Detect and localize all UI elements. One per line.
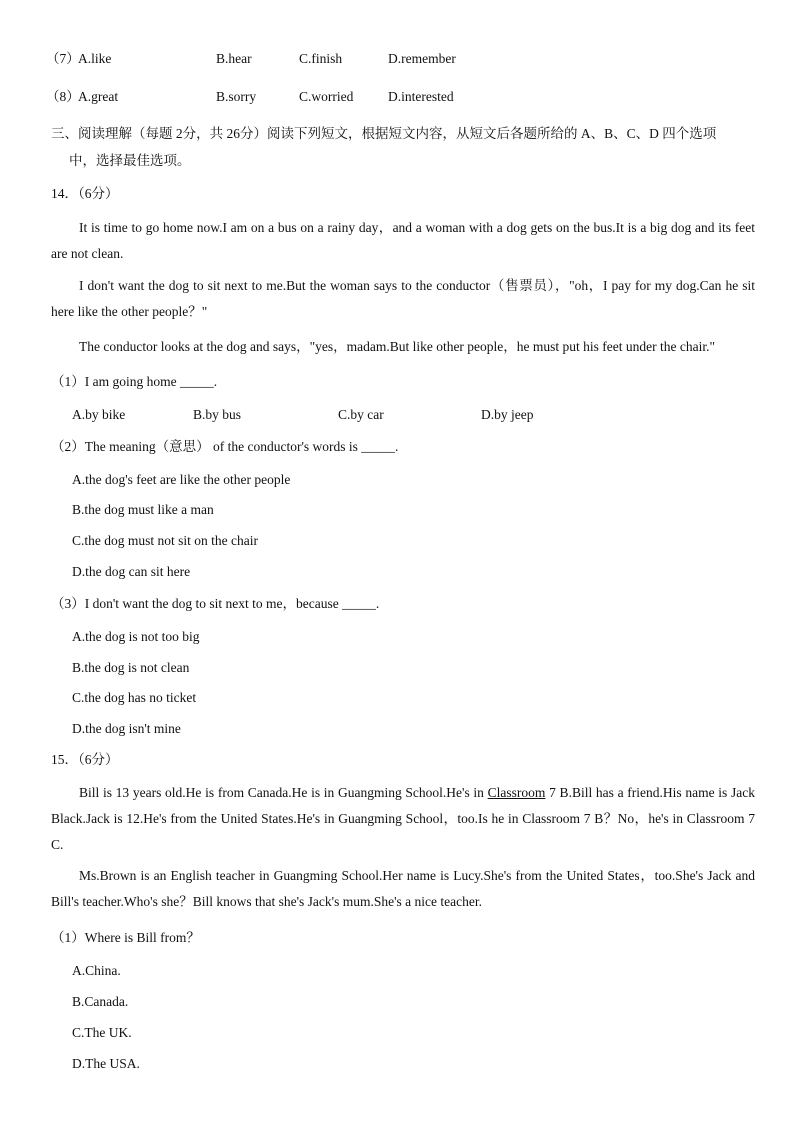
option-b: B.the dog is not clean <box>72 660 190 675</box>
option-b: B.Canada. <box>72 994 129 1009</box>
section-heading <box>51 120 755 174</box>
option-d: D.interested <box>388 89 454 104</box>
question-stem: （3）I don't want the dog to sit next to me，because _____. <box>51 596 380 611</box>
passage-paragraph: Ms.Brown is an English teacher in Guangming School.Her name is Lucy.She's from the United States，too.She's Jack and Bill's teacher.Who's she？Bill knows that she's Jack's mum.She's a nice teacher. <box>51 868 755 909</box>
option-d: D.remember <box>388 51 456 66</box>
option-b: B.the dog must like a man <box>72 502 214 517</box>
option-b: B.sorry <box>216 89 257 104</box>
question-number: （8） <box>46 89 80 104</box>
question-stem: （1）Where is Bill from？ <box>51 930 200 945</box>
option-a: A.great <box>78 89 119 104</box>
section-heading-line-2: 中，选择最佳选项。 <box>69 153 191 168</box>
option-c: C.the dog has no ticket <box>72 690 197 705</box>
passage-paragraph: It is time to go home now.I am on a bus on a rainy day，and a woman with a dog gets on the bus.It is a big dog and its feet are not clean. <box>51 220 755 261</box>
option-c: C.the dog must not sit on the chair <box>72 533 258 548</box>
option-b: B.hear <box>216 51 252 66</box>
passage-paragraph: The conductor looks at the dog and says，"yes，madam.But like other people，he must put his feet under the chair." <box>79 339 715 354</box>
section-heading-line-1: 三、阅读理解（每题 2分，共 26分）阅读下列短文，根据短文内容，从短文后各题所给的 A、B、C、D 四个选项 <box>51 126 717 141</box>
option-a: A.the dog is not too big <box>72 629 200 644</box>
option-a: A.by bike <box>72 407 126 422</box>
option-d: D.the dog isn't mine <box>72 721 181 736</box>
option-c: C.The UK. <box>72 1025 132 1040</box>
passage-paragraph <box>51 780 755 858</box>
passage-paragraph: I don't want the dog to sit next to me.But the woman says to the conductor（售票员），"oh，I pay for my dog.Can he sit here like the other people？" <box>51 278 755 319</box>
passage-text: Bill is 13 years old.He is from Canada.He is in Guangming School.He's in <box>79 785 488 800</box>
passage-text: 7 B.Bill has a friend.His name is Jack Black.Jack is 12.He's from the United States.He's in Guangming School，too.Is he in Classroom 7 B？No，he's in Classroom 7 C. <box>51 785 755 852</box>
option-a: A.China. <box>72 963 121 978</box>
option-d: D.the dog can sit here <box>72 564 191 579</box>
question-15-header: 15．（6分） <box>51 752 119 767</box>
question-stem: （1）I am going home _____. <box>51 374 218 389</box>
option-a: A.the dog's feet are like the other people <box>72 472 291 487</box>
question-stem: （2）The meaning（意思） of the conductor's words is _____. <box>51 439 399 454</box>
option-b: B.by bus <box>193 407 242 422</box>
option-d: D.by jeep <box>481 407 534 422</box>
question-14-header: 14．（6分） <box>51 186 119 201</box>
option-d: D.The USA. <box>72 1056 140 1071</box>
underlined-word: Classroom <box>487 785 546 800</box>
question-number: （7） <box>46 51 80 66</box>
option-a: A.like <box>78 51 112 66</box>
option-c: C.worried <box>299 89 354 104</box>
option-c: C.finish <box>299 51 343 66</box>
option-c: C.by car <box>338 407 384 422</box>
